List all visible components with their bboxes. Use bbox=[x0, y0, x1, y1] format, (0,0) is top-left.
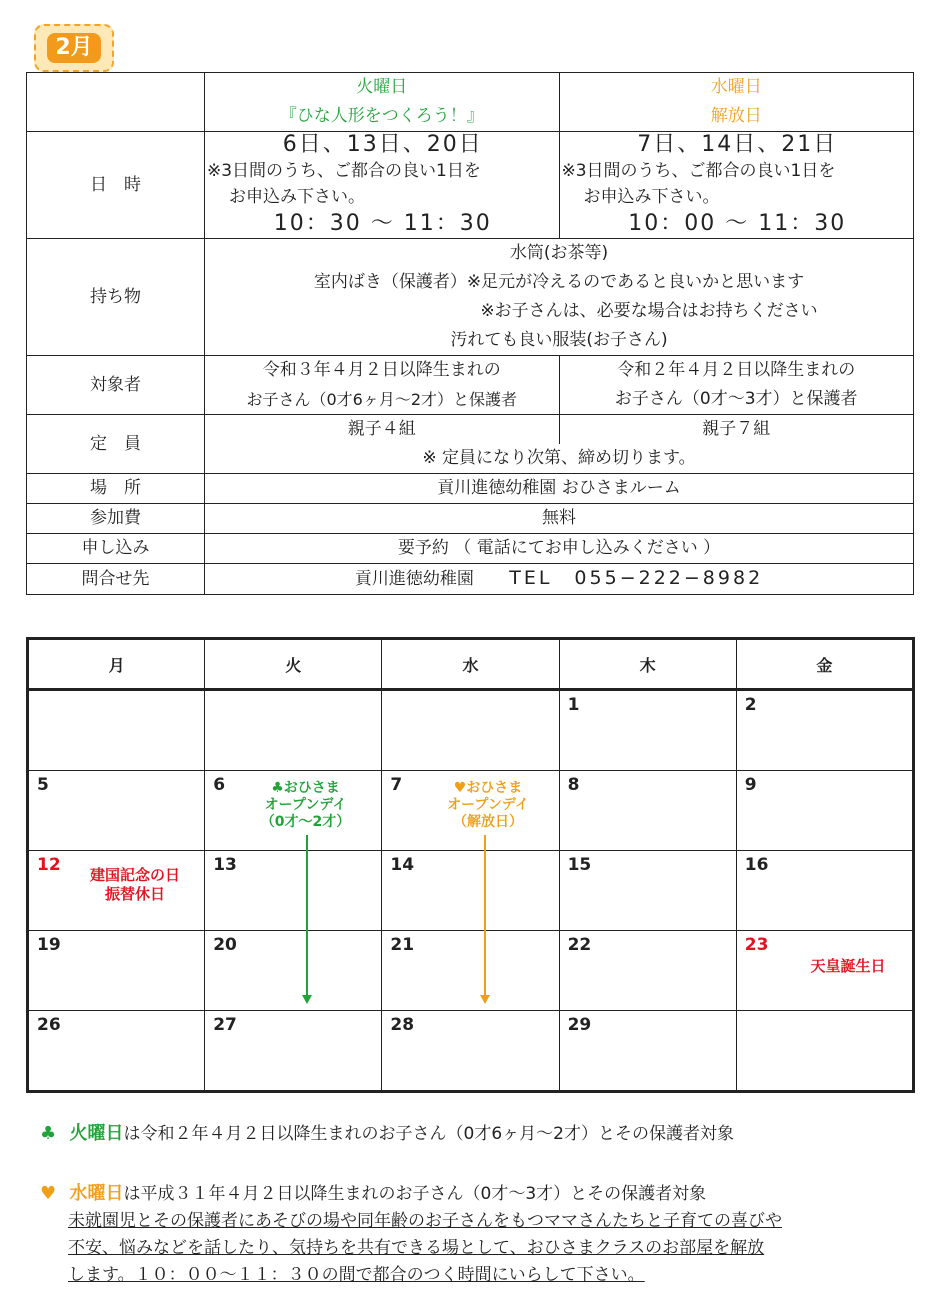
day-number: 22 bbox=[567, 935, 592, 955]
tue-note1: ※3日間のうち、ご都合の良い1日を bbox=[207, 161, 481, 181]
wed-day: 水曜日 bbox=[710, 77, 762, 97]
moushikomi-value: 要予約 （ 電話にてお申し込みください ） bbox=[205, 534, 914, 564]
note-wed-text: は平成３１年４月２日以降生まれのお子さん（0才～3才）とその保護者対象 bbox=[123, 1184, 707, 1204]
header-fri: 金 bbox=[736, 639, 913, 690]
wed-event-line1: ♥おひさま bbox=[453, 780, 523, 796]
nichiji-label: 日 時 bbox=[27, 132, 205, 239]
taisho-tue-line1: 令和３年４月２日以降生まれの bbox=[262, 360, 501, 380]
holiday-12 bbox=[70, 866, 200, 904]
tue-note2: お申込み下さい。 bbox=[229, 187, 365, 207]
day-number: 26 bbox=[37, 1015, 61, 1035]
toiawase-tel: TEL 055−222−8982 bbox=[509, 567, 764, 589]
teiin-tue: 親子４組 bbox=[205, 415, 560, 445]
day-number: 20 bbox=[213, 935, 237, 955]
header-mon: 月 bbox=[28, 639, 205, 690]
mochimono-label: 持ち物 bbox=[27, 239, 205, 356]
heart-icon: ♥ bbox=[40, 1183, 57, 1204]
note-wed bbox=[40, 1180, 782, 1289]
day-number: 23 bbox=[744, 935, 769, 955]
taisho-wed-line2: お子さん（0才～3才）と保護者 bbox=[614, 389, 858, 409]
day-number: 16 bbox=[744, 855, 769, 875]
day-number: 27 bbox=[213, 1015, 237, 1035]
teiin-note: ※ 定員になり次第、締め切ります。 bbox=[205, 444, 914, 474]
day-number: 29 bbox=[567, 1015, 592, 1035]
taisho-wed-line1: 令和２年４月２日以降生まれの bbox=[617, 360, 856, 380]
tue-arrow-head bbox=[302, 995, 312, 1004]
tue-event-line2: オープンデイ bbox=[264, 797, 347, 813]
header-tue: 火 bbox=[205, 639, 382, 690]
basho-label: 場 所 bbox=[27, 474, 205, 504]
month-label: 2月 bbox=[47, 33, 100, 63]
day-number: 13 bbox=[213, 855, 237, 875]
day-number: 2 bbox=[744, 695, 757, 715]
toiawase-name: 貢川進徳幼稚園 bbox=[354, 569, 474, 589]
holiday-23: 天皇誕生日 bbox=[810, 957, 886, 975]
wed-event-line2: オープンデイ bbox=[447, 797, 529, 813]
day-number: 19 bbox=[37, 935, 61, 955]
day-number: 14 bbox=[390, 855, 415, 875]
teiin-wed: 親子７組 bbox=[559, 415, 914, 445]
club-icon: ♣ bbox=[40, 1123, 57, 1144]
note-tue bbox=[40, 1120, 734, 1148]
wed-event-line3: （解放日） bbox=[453, 814, 523, 830]
taisho-label: 対象者 bbox=[27, 356, 205, 415]
note-tue-text: は令和２年４月２日以降生まれのお子さん（0才6ヶ月～2才）とその保護者対象 bbox=[123, 1124, 734, 1144]
header-wed: 水 bbox=[382, 639, 559, 690]
note-wed-line4: します。１０：００～１１：３０の間で都合のつく時間にいらして下さい。 bbox=[68, 1265, 645, 1285]
day-number: 6 bbox=[213, 775, 226, 795]
tue-day: 火曜日 bbox=[356, 77, 408, 97]
mochimono-line4: 汚れても良い服装(お子さん) bbox=[450, 330, 668, 350]
note-wed-line2: 未就園児とその保護者にあそびの場や同年齢のお子さんをもつママさんたちと子育ての喜びや bbox=[68, 1211, 782, 1231]
note-tue-day: 火曜日 bbox=[69, 1123, 124, 1144]
day-number: 28 bbox=[390, 1015, 415, 1035]
day-number: 7 bbox=[390, 775, 403, 795]
tue-time: 10：30 ～ 11：30 bbox=[273, 211, 492, 236]
day-number: 12 bbox=[37, 855, 61, 875]
day-number: 8 bbox=[567, 775, 580, 795]
teiin-label: 定 員 bbox=[27, 415, 205, 474]
mochimono-line3: ※お子さんは、必要な場合はお持ちください bbox=[480, 301, 818, 321]
toiawase-label: 問合せ先 bbox=[27, 564, 205, 595]
wed-note2: お申込み下さい。 bbox=[583, 187, 720, 207]
day-number: 15 bbox=[567, 855, 592, 875]
mochimono-line1: 水筒(お茶等) bbox=[509, 243, 609, 263]
sankahi-label: 参加費 bbox=[27, 504, 205, 534]
mochimono-line2: 室内ばき（保護者）※足元が冷えるのであると良いかと思います bbox=[313, 272, 805, 292]
wed-dates: 7日、14日、21日 bbox=[637, 132, 838, 157]
wed-time: 10：00 ～ 11：30 bbox=[628, 211, 847, 236]
header-thu: 木 bbox=[559, 639, 736, 690]
day-number: 5 bbox=[37, 775, 49, 795]
day-number: 21 bbox=[390, 935, 415, 955]
wed-arrow-head bbox=[480, 995, 490, 1004]
moushikomi-label: 申し込み bbox=[27, 534, 205, 564]
note-wed-line3: 不安、悩みなどを話したり、気持ちを共有できる場として、おひさまクラスのお部屋を解放 bbox=[68, 1238, 765, 1258]
sankahi-value: 無料 bbox=[205, 504, 914, 534]
day-number: 1 bbox=[567, 695, 580, 715]
tue-title: 『ひな人形をつくろう！』 bbox=[279, 106, 484, 126]
tue-event-line1: ♣おひさま bbox=[271, 780, 340, 796]
taisho-tue-line2: お子さん（0才6ヶ月～2才）と保護者 bbox=[246, 390, 518, 409]
day-number: 9 bbox=[744, 775, 757, 795]
note-wed-day: 水曜日 bbox=[69, 1183, 124, 1204]
holiday-12-line1: 建国記念の日 bbox=[89, 866, 180, 884]
basho-value: 貢川進徳幼稚園 おひさまルーム bbox=[205, 474, 914, 504]
tue-event-line3: （0才～2才） bbox=[260, 814, 351, 830]
wed-note1: ※3日間のうち、ご都合の良い1日を bbox=[561, 161, 836, 181]
wed-title: 解放日 bbox=[710, 106, 762, 126]
tue-dates: 6日、13日、20日 bbox=[282, 132, 483, 157]
holiday-12-line2: 振替休日 bbox=[104, 885, 165, 903]
